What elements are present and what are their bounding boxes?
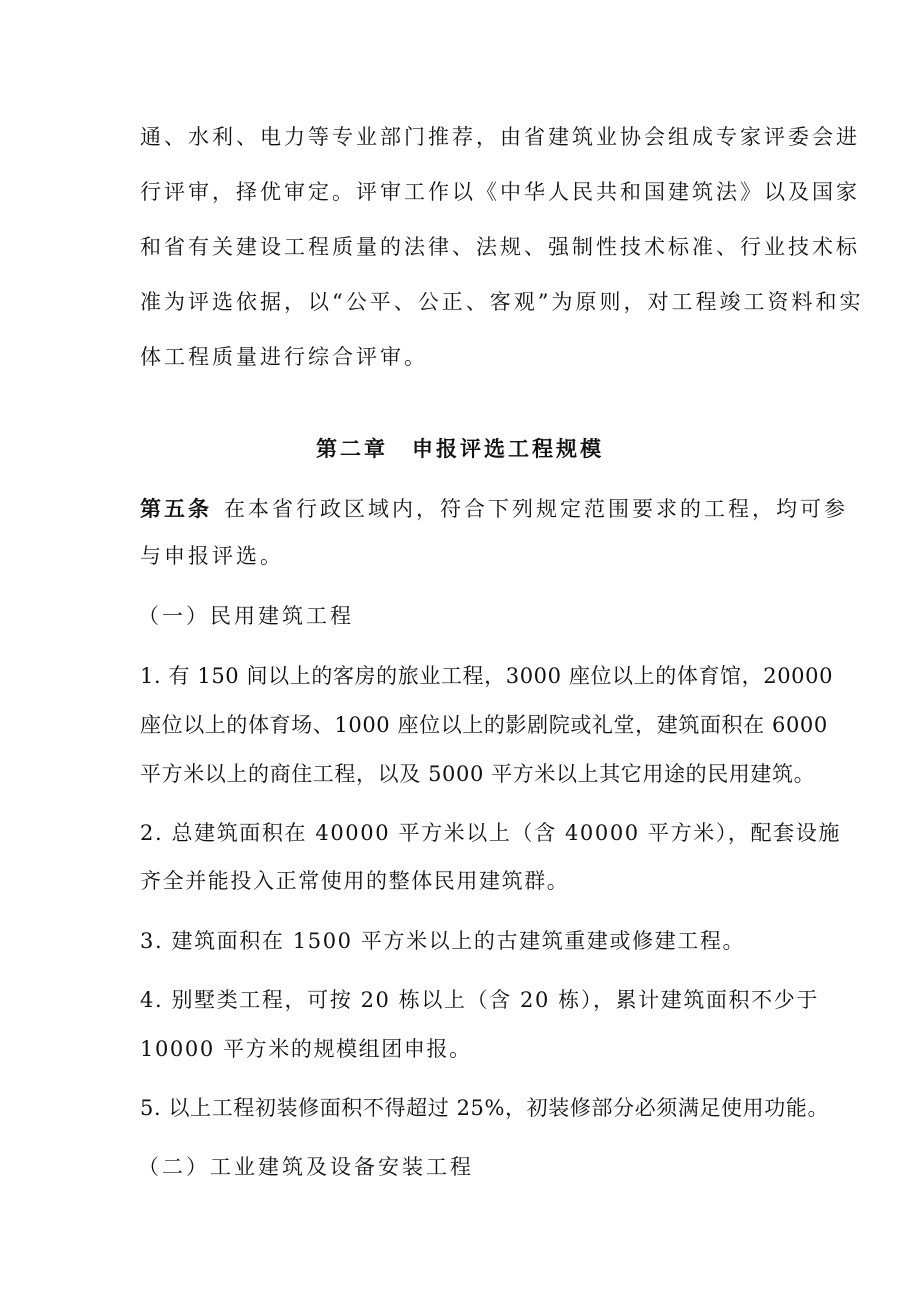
intro-line-2: 行评审，择优审定。评审工作以《中华人民共和国建筑法》以及国家 — [140, 180, 860, 204]
item-4-line-1: 4. 别墅类工程，可按 20 栋以上（含 20 栋），累计建筑面积不少于 — [140, 988, 819, 1012]
article-5-line-2: 与申报评选。 — [140, 544, 284, 568]
chapter-title: 第二章 申报评选工程规模 — [316, 436, 604, 461]
item-1-line-2: 座位以上的体育场、1000 座位以上的影剧院或礼堂，建筑面积在 6000 — [140, 713, 828, 737]
article-5-text: 在本省行政区域内，符合下列规定范围要求的工程，均可参 — [224, 497, 848, 521]
article-5-line-1 — [140, 494, 848, 524]
item-5-line-1: 5. 以上工程初装修面积不得超过 25%，初装修部分必须满足使用功能。 — [140, 1096, 830, 1120]
intro-line-3: 和省有关建设工程质量的法律、法规、强制性技术标准、行业技术标 — [140, 235, 860, 259]
article-5-label: 第五条 — [140, 496, 212, 521]
item-3-line-1: 3. 建筑面积在 1500 平方米以上的古建筑重建或修建工程。 — [140, 929, 746, 953]
item-2-line-1: 2. 总建筑面积在 40000 平方米以上（含 40000 平方米），配套设施 — [140, 821, 841, 845]
intro-line-5: 体工程质量进行综合评审。 — [140, 345, 428, 369]
item-1-line-3: 平方米以上的商住工程，以及 5000 平方米以上其它用途的民用建筑。 — [140, 762, 816, 786]
item-4-line-2: 10000 平方米的规模组团申报。 — [140, 1037, 472, 1061]
intro-line-4: 准为评选依据，以“公平、公正、客观”为原则，对工程竣工资料和实 — [140, 290, 864, 314]
section-1-title: （一）民用建筑工程 — [138, 604, 354, 628]
item-2-line-2: 齐全并能投入正常使用的整体民用建筑群。 — [140, 869, 570, 893]
intro-line-1: 通、水利、电力等专业部门推荐，由省建筑业协会组成专家评委会进 — [140, 125, 860, 149]
section-2-title: （二）工业建筑及设备安装工程 — [138, 1155, 474, 1179]
item-1-line-1: 1. 有 150 间以上的客房的旅业工程，3000 座位以上的体育馆，20000 — [140, 664, 834, 688]
